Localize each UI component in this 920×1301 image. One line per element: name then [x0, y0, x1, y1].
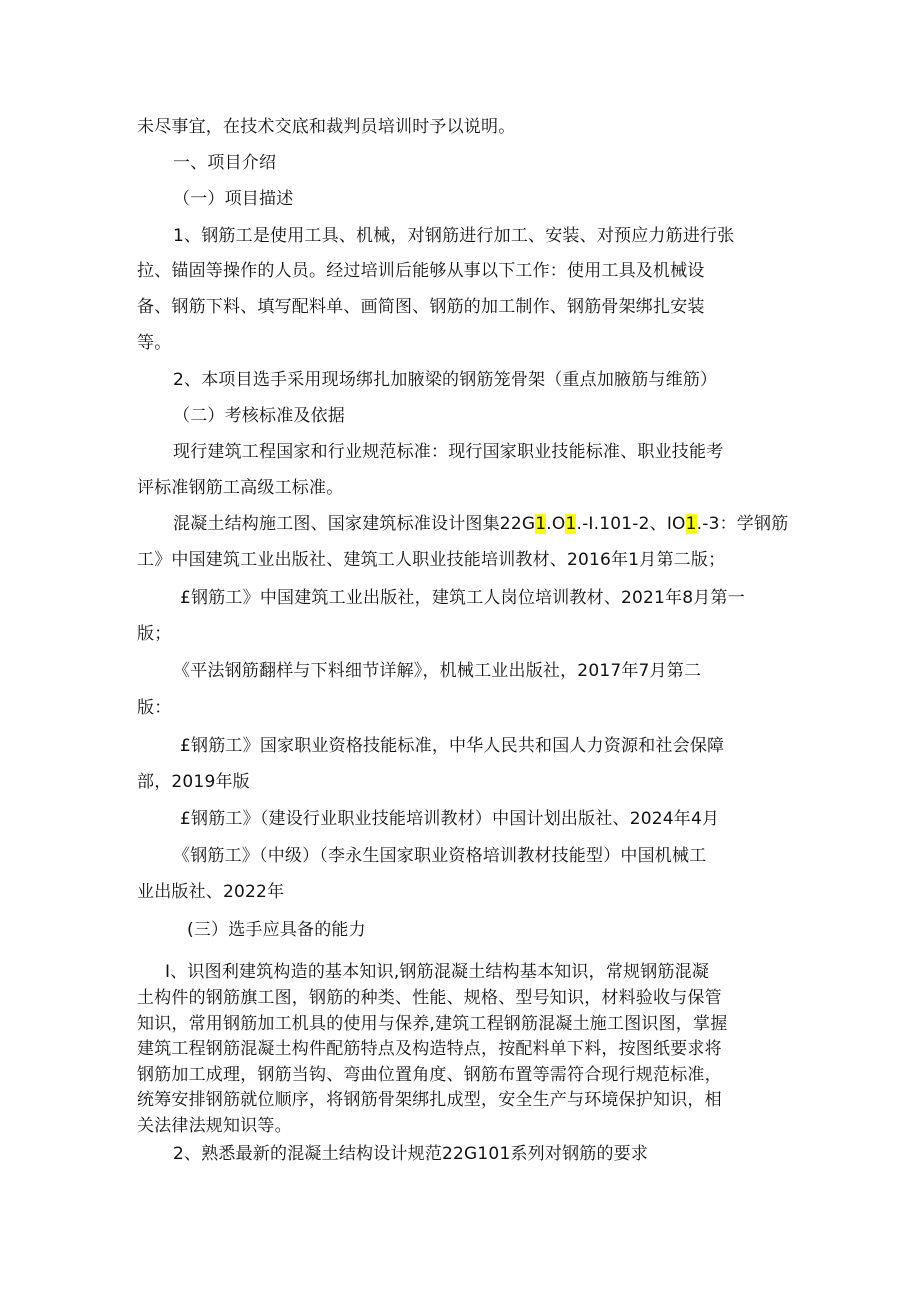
text-line: 关法律法规知识等。: [137, 1116, 292, 1136]
text-line: I、识图利建筑构造的基本知识,钢筋混凝土结构基本知识，常规钢筋混凝: [165, 962, 710, 982]
text-line: 备、钢筋下料、填写配料单、画简图、钢筋的加工制作、钢筋骨架绑扎安装: [137, 297, 705, 317]
text-line: £钢筋工》国家职业资格技能标准，中华人民共和国人力资源和社会保障: [180, 736, 725, 756]
text-line: 拉、锚固等操作的人员。经过培训后能够从事以下工作：使用工具及机械设: [137, 261, 705, 281]
subsection-heading: (三）选手应具备的能力: [187, 920, 366, 940]
text-line: 版；: [137, 624, 172, 644]
subsection-heading: （二）考核标准及依据: [173, 406, 345, 426]
text-line: 业出版社、2022年: [137, 882, 285, 902]
highlight-mark: 1: [685, 514, 697, 534]
text-segment: .-I.101-2、IO: [576, 514, 686, 534]
text-line: 等。: [137, 333, 172, 353]
text-line: 现行建筑工程国家和行业规范标准：现行国家职业技能标准、职业技能考: [173, 442, 724, 462]
text-line: 部，2019年版: [137, 772, 250, 792]
text-line: 土构件的钢筋旗工图，钢筋的种类、性能、规格、型号知识，材料验收与保管: [137, 988, 722, 1008]
text-line: 建筑工程钢筋混凝土构件配筋特点及构造特点，按配料单下料，按图纸要求将: [137, 1039, 722, 1059]
text-line: 评标准钢筋工高级工标准。: [137, 478, 344, 498]
highlight-mark: 1: [535, 514, 547, 534]
text-segment: 混凝土结构施工图、国家建筑标准设计图集22G: [173, 514, 536, 534]
text-line: 《平法钢筋翻样与下料细节详解》，机械工业出版社，2017年7月第二: [173, 661, 702, 681]
text-line-highlighted: [173, 513, 788, 535]
text-line: 未尽事宜，在技术交底和裁判员培训时予以说明。: [137, 117, 516, 137]
section-heading: 一、项目介绍: [173, 153, 277, 173]
text-line: £钢筋工》中国建筑工业出版社，建筑工人岗位培训教材、2021年8月第一: [180, 588, 745, 608]
text-segment: .O: [546, 514, 566, 534]
text-line: 钢筋加工成理，钢筋当钩、弯曲位置角度、钢筋布置等需符合现行规范标准，: [137, 1065, 722, 1085]
text-line: 版：: [137, 698, 172, 718]
text-line: £钢筋工》（建设行业职业技能培训教材）中国计划出版社、2024年4月: [180, 809, 720, 829]
text-line: 知识，常用钢筋加工机具的使用与保养,建筑工程钢筋混凝土施工图识图，掌握: [137, 1014, 728, 1034]
text-line: 1、钢筋工是使用工具、机械，对钢筋进行加工、安装、对预应力筋进行张: [173, 226, 735, 246]
text-line: 工》中国建筑工业出版社、建筑工人职业技能培训教材、2016年1月第二版；: [137, 550, 726, 570]
text-line: 《钢筋工》（中级）（李永生国家职业资格培训教材技能型）中国机械工: [173, 846, 707, 866]
subsection-heading: （一）项目描述: [173, 189, 294, 209]
text-line: 统筹安排钢筋就位顺序，将钢筋骨架绑扎成型，安全生产与环境保护知识，相: [137, 1090, 722, 1110]
text-line: 2、熟悉最新的混凝土结构设计规范22G101系列对钢筋的要求: [173, 1144, 649, 1164]
text-segment: .-3：学钢筋: [696, 514, 789, 534]
highlight-mark: 1: [565, 514, 577, 534]
text-line: 2、本项目选手采用现场绑扎加腋梁的钢筋笼骨架（重点加腋筋与维筋）: [173, 370, 718, 390]
